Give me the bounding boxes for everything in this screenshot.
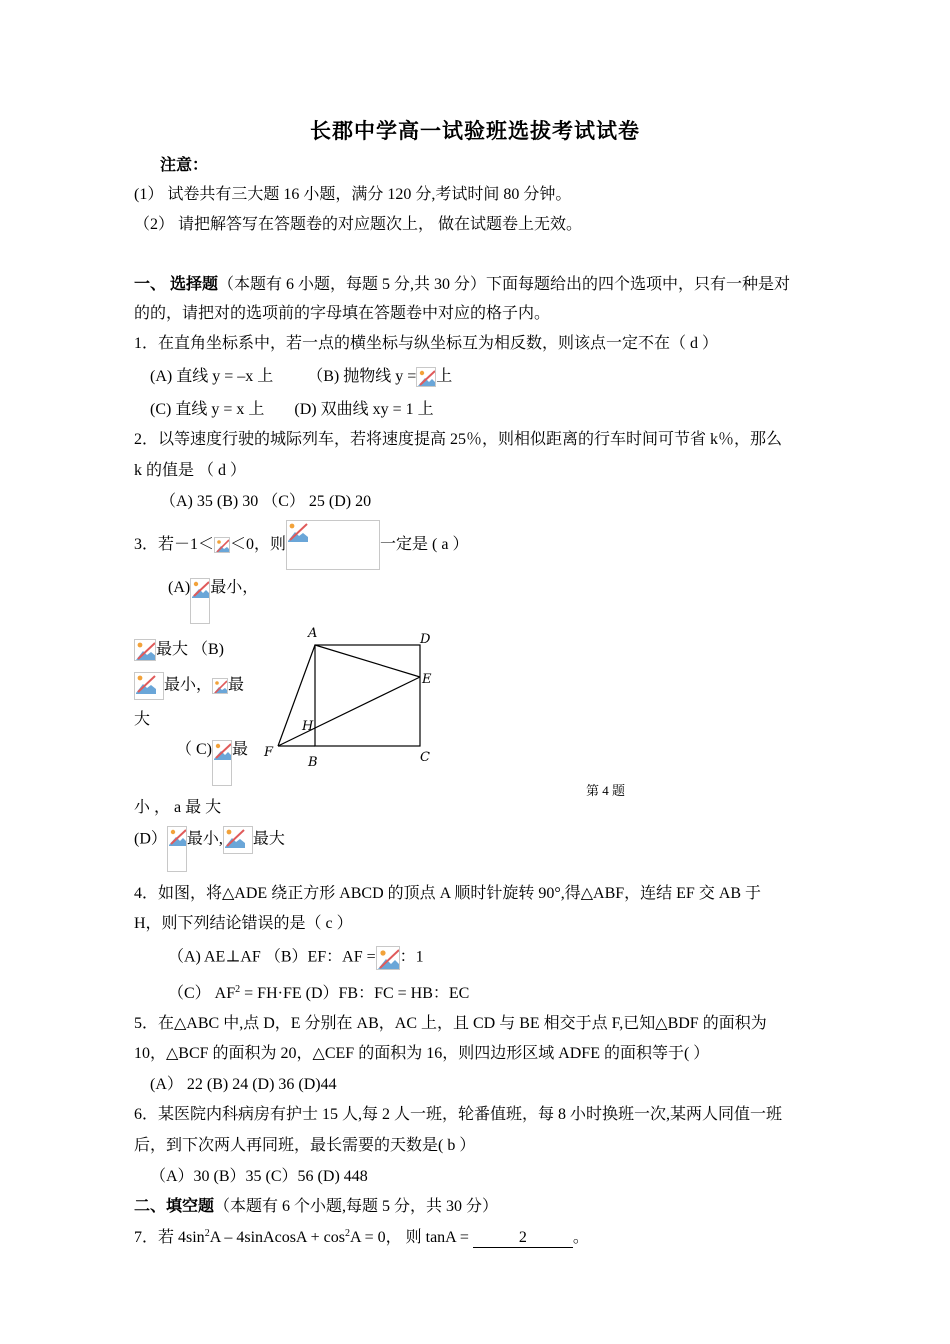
q7-answer-blank[interactable]: 2 bbox=[473, 1229, 573, 1248]
notice-item-1: (1） 试卷共有三大题 16 小题，满分 120 分,考试时间 80 分钟。 bbox=[134, 186, 572, 203]
q3-stem-mid: ＜0，则 bbox=[230, 536, 287, 553]
q1-option-b-pre: （B) 抛物线 y = bbox=[307, 368, 417, 385]
q1-option-c: (C) 直线 y = x 上 bbox=[150, 401, 265, 418]
square-abcd bbox=[315, 645, 420, 746]
q1-options-cd bbox=[150, 400, 434, 420]
q3-option-c-pre: （ C) bbox=[176, 741, 213, 758]
q4-options-cd bbox=[168, 984, 469, 1004]
q7-pre: 7．若 4sin bbox=[134, 1229, 205, 1246]
q3-option-d-pre: (D） bbox=[134, 830, 167, 848]
segment-ae bbox=[315, 645, 420, 677]
square-rotation-diagram bbox=[258, 618, 448, 768]
q4-stem-line-1: 4．如图，将△ADE 绕正方形 ABCD 的顶点 A 顺时针旋转 90°,得△ABF，连结 EF 交 AB 于 bbox=[134, 885, 762, 902]
q7-sup-2: 2 bbox=[344, 1228, 350, 1239]
broken-image-icon bbox=[416, 367, 436, 387]
q1-option-b-post: 上 bbox=[436, 368, 453, 385]
q3-stem-post: 一定是 ( a ） bbox=[380, 536, 469, 553]
q5-stem-line-1: 5．在△ABC 中,点 D，E 分别在 AB，AC 上，且 CD 与 BE 相交于点 F,已知△BDF 的面积为 bbox=[134, 1015, 767, 1032]
section-2-line bbox=[134, 1197, 498, 1217]
q2-stem-line-1: 2．以等速度行驶的城际列车，若将速度提高 25％，则相似距离的行车时间可节省 k％，那么 bbox=[134, 431, 783, 448]
broken-image-icon bbox=[212, 678, 228, 694]
q3-line-b2-b: 最 bbox=[228, 676, 245, 694]
q3-stem bbox=[134, 520, 468, 570]
q4-options-cd-sup: 2 bbox=[235, 984, 241, 995]
q5-options: (A） 22 (B) 24 (D) 36 (D)44 bbox=[150, 1076, 337, 1093]
broken-image-icon bbox=[167, 826, 187, 872]
broken-image-icon bbox=[190, 578, 210, 624]
label-a: A bbox=[308, 626, 318, 641]
q4-options-cd-post: = FH·FE (D）FB：FC = HB：EC bbox=[240, 985, 470, 1002]
q7-post: A = 0， 则 tanA = bbox=[349, 1229, 473, 1246]
q6-stem-line-1: 6．某医院内科病房有护士 15 人,每 2 人一班，轮番值班，每 8 小时换班一次,某两人同值一班 bbox=[134, 1106, 783, 1123]
label-f: F bbox=[264, 745, 274, 760]
section-2-label: 二、填空题 bbox=[134, 1198, 215, 1215]
q7-stem bbox=[134, 1228, 589, 1248]
q1-stem: 1．在直角坐标系中，若一点的横坐标与纵坐标互为相反数，则该点一定不在（ d ） bbox=[134, 335, 719, 352]
q3-option-c bbox=[176, 740, 248, 786]
q3-line-b1-text: 最大 （B) bbox=[156, 641, 225, 658]
q6-stem-line-2: 后，到下次两人再同班，最长需要的天数是( b ） bbox=[134, 1137, 476, 1154]
section-1-line-2: 的的，请把对的选项前的字母填在答题卷中对应的格子内。 bbox=[134, 305, 551, 322]
section-2-desc: （本题有 6 个小题,每题 5 分，共 30 分） bbox=[214, 1198, 499, 1215]
section-1-line-1 bbox=[134, 275, 790, 295]
broken-image-icon bbox=[134, 639, 156, 661]
q4-stem-line-2: H，则下列结论错误的是（ c ） bbox=[134, 915, 353, 932]
q3-option-a bbox=[168, 578, 258, 624]
q3-option-c-post: 最 bbox=[232, 741, 249, 758]
label-h: H bbox=[302, 719, 314, 734]
broken-image-icon bbox=[286, 520, 380, 570]
geometry-figure bbox=[258, 618, 448, 773]
q3-option-d-post: 最大 bbox=[252, 830, 285, 848]
q3-line-b3: 大 bbox=[134, 711, 151, 728]
broken-image-icon bbox=[376, 946, 400, 970]
notice-item-2: （2） 请把解答写在答题卷的对应题次上， 做在试题卷上无效。 bbox=[134, 216, 583, 233]
q3-option-d-mid: 最小, bbox=[186, 830, 223, 848]
figure-caption: 第 4 题 bbox=[586, 783, 626, 798]
q7-sup-1: 2 bbox=[204, 1228, 210, 1239]
broken-image-icon bbox=[134, 672, 164, 700]
q3-option-a-post: 最小， bbox=[210, 579, 259, 596]
q1-option-d: (D) 双曲线 xy = 1 上 bbox=[294, 401, 434, 418]
q3-line-b1 bbox=[134, 638, 224, 662]
section-1-desc: （本题有 6 小题，每题 5 分,共 30 分）下面每题给出的四个选项中，只有一种是对 bbox=[218, 276, 791, 293]
q3-line-c2: 小 ， a 最 大 bbox=[134, 799, 222, 816]
q1-option-a: (A) 直线 y = –x 上 bbox=[150, 368, 274, 385]
broken-image-icon bbox=[223, 826, 253, 854]
label-e: E bbox=[422, 672, 432, 687]
q4-options-cd-pre: （C） AF bbox=[168, 985, 236, 1002]
q7-mid: A – 4sinAcosA + cos bbox=[209, 1229, 345, 1246]
q3-stem-pre: 3．若－1＜ bbox=[134, 536, 215, 553]
broken-image-icon bbox=[212, 740, 232, 786]
broken-image-icon bbox=[214, 537, 230, 553]
q3-option-a-pre: (A) bbox=[168, 579, 191, 596]
q2-options: （A) 35 (B) 30 （C） 25 (D) 20 bbox=[160, 493, 372, 510]
q4-options-ab-post: ：1 bbox=[399, 948, 424, 966]
q4-options-ab-pre: （A) AE⊥AF （B）EF：AF = bbox=[168, 948, 376, 966]
notice-heading: 注意： bbox=[160, 157, 209, 174]
q4-options-ab bbox=[168, 946, 424, 970]
q7-end: 。 bbox=[572, 1229, 589, 1246]
q2-stem-line-2: k 的值是 （ d ） bbox=[134, 462, 247, 479]
label-c: C bbox=[420, 750, 430, 765]
q5-stem-line-2: 10，△BCF 的面积为 20，△CEF 的面积为 16，则四边形区域 ADFE 的面积等于( ） bbox=[134, 1045, 710, 1062]
q6-options: （A）30 (B）35 (C）56 (D) 448 bbox=[150, 1168, 368, 1185]
section-1-label: 一、 选择题 bbox=[134, 276, 219, 293]
q1-options-ab bbox=[150, 367, 452, 387]
q3-option-d bbox=[134, 826, 285, 872]
page-title: 长郡中学高一试验班选拔考试试卷 bbox=[310, 119, 640, 143]
label-b: B bbox=[308, 755, 318, 768]
label-d: D bbox=[420, 632, 431, 647]
q3-line-b2-a: 最小， bbox=[164, 676, 213, 694]
q3-line-b2 bbox=[134, 672, 244, 700]
